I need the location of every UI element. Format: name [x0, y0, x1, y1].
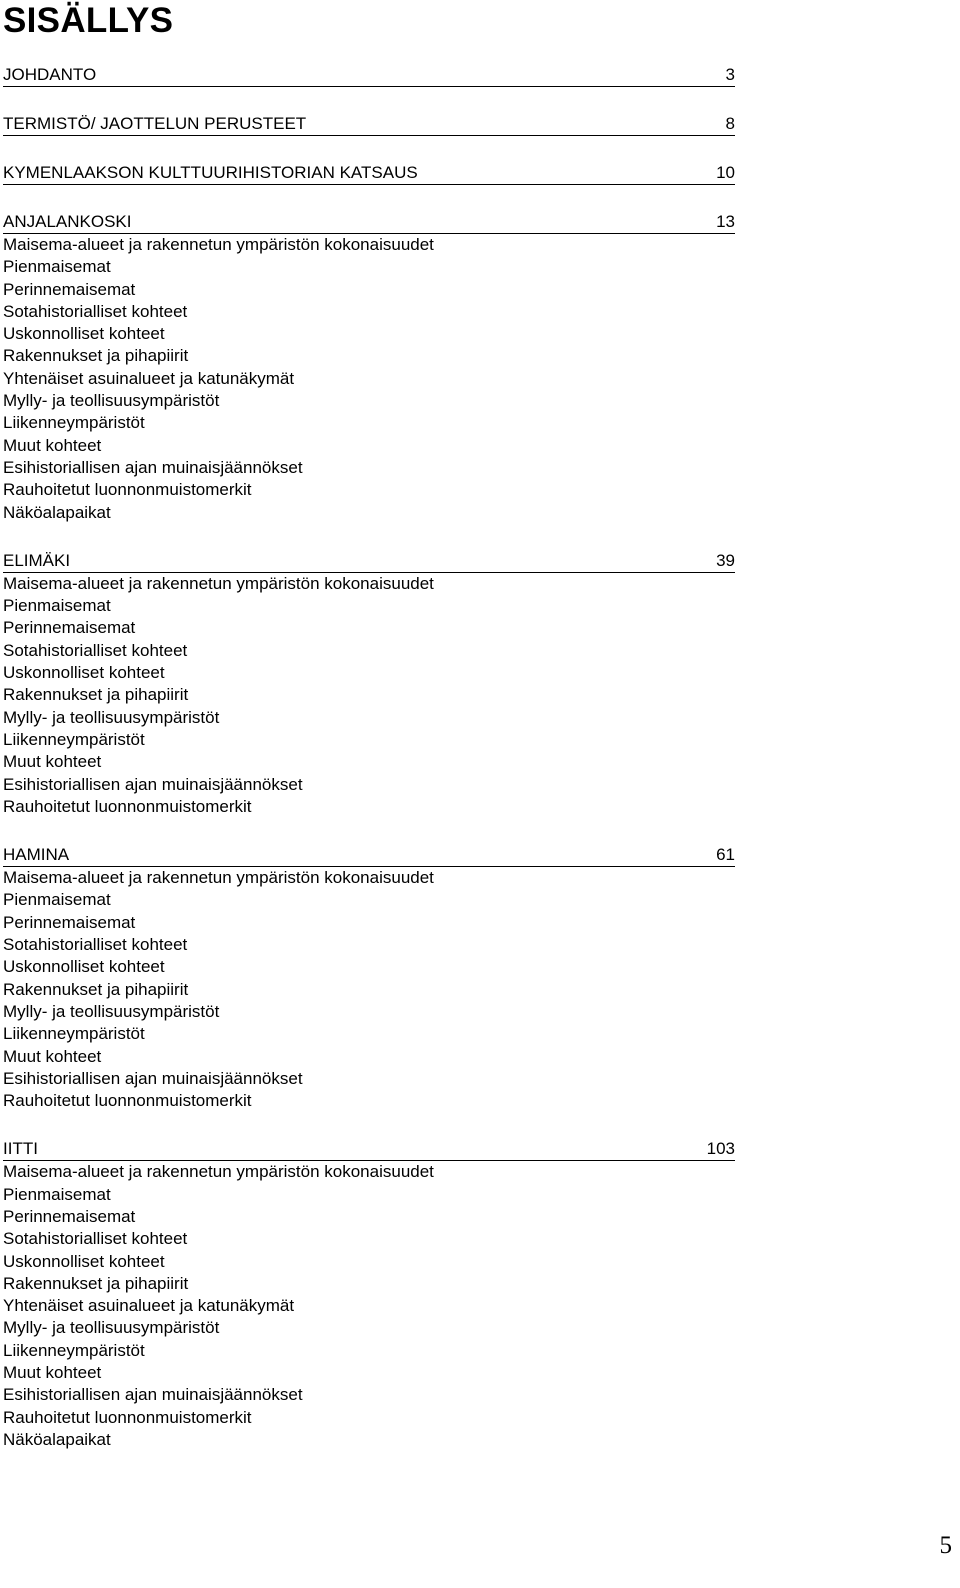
toc-entry-label: TERMISTÖ/ JAOTTELUN PERUSTEET [3, 114, 307, 133]
toc-sub-item: Maisema-alueet ja rakennetun ympäristön kokonaisuudet [3, 1162, 434, 1182]
toc-sub-item: Liikenneympäristöt [3, 729, 145, 749]
toc-section-label: ELIMÄKI [3, 550, 71, 570]
toc-sub-item: Muut kohteet [3, 435, 102, 455]
toc-sub-item: Esihistoriallisen ajan muinaisjäännökset [3, 1068, 303, 1088]
toc-section [3, 1138, 735, 1451]
toc-sub-item: Uskonnolliset kohteet [3, 1251, 165, 1271]
toc-section [3, 550, 735, 818]
toc-section-heading [3, 211, 735, 234]
toc-section-label: HAMINA [3, 845, 70, 865]
toc-sub-item: Perinnemaisemat [3, 1206, 136, 1226]
sections [3, 211, 735, 1451]
toc-sub-item: Perinnemaisemat [3, 279, 136, 299]
toc-section-heading [3, 1138, 735, 1161]
toc-sub-item: Näköalapaikat [3, 1429, 111, 1449]
toc-entry [3, 113, 735, 136]
toc-sub-item: Esihistoriallisen ajan muinaisjäännökset [3, 457, 303, 477]
toc-sub-item: Mylly- ja teollisuusympäristöt [3, 707, 220, 727]
toc-section-page: 39 [716, 550, 735, 570]
toc-sub-item: Yhtenäiset asuinalueet ja katunäkymät [3, 1296, 295, 1316]
toc-sub-item: Liikenneympäristöt [3, 1024, 145, 1044]
toc-sub-item: Sotahistorialliset kohteet [3, 935, 188, 955]
toc-sub-item: Sotahistorialliset kohteet [3, 301, 188, 321]
toc-entry-label: JOHDANTO [3, 65, 97, 84]
toc-sub-item: Näköalapaikat [3, 502, 111, 522]
page-title: SISÄLLYS [3, 1, 174, 40]
toc-sub-item: Muut kohteet [3, 1363, 102, 1383]
toc-section-page: 103 [706, 1139, 735, 1159]
toc-sub-item: Uskonnolliset kohteet [3, 957, 165, 977]
toc-sub-item: Uskonnolliset kohteet [3, 663, 165, 683]
toc-section-page: 61 [716, 845, 735, 865]
toc-entry-page: 10 [716, 163, 735, 182]
toc-sub-item: Liikenneympäristöt [3, 1340, 145, 1360]
toc-sub-item: Sotahistorialliset kohteet [3, 1229, 188, 1249]
toc-entry-label: KYMENLAAKSON KULTTUURIHISTORIAN KATSAUS [3, 163, 418, 182]
toc-section [3, 211, 735, 524]
toc-sub-item: Perinnemaisemat [3, 912, 136, 932]
toc-sub-item: Pienmaisemat [3, 1184, 111, 1204]
toc-sub-item: Maisema-alueet ja rakennetun ympäristön kokonaisuudet [3, 573, 434, 593]
simple-entries [3, 64, 735, 211]
toc-sub-item: Maisema-alueet ja rakennetun ympäristön kokonaisuudet [3, 868, 434, 888]
toc-sub-item: Maisema-alueet ja rakennetun ympäristön kokonaisuudet [3, 235, 434, 254]
toc-sub-item: Mylly- ja teollisuusympäristöt [3, 391, 220, 411]
toc-sub-item: Pienmaisemat [3, 596, 111, 616]
toc-sub-item: Esihistoriallisen ajan muinaisjäännökset [3, 774, 303, 794]
toc-sub-item: Rauhoitetut luonnonmuistomerkit [3, 1407, 252, 1427]
toc-sub-item: Yhtenäiset asuinalueet ja katunäkymät [3, 368, 295, 388]
toc-section-label: ANJALANKOSKI [3, 212, 132, 231]
toc-sub-item: Esihistoriallisen ajan muinaisjäännökset [3, 1385, 303, 1405]
toc-sub-item: Rakennukset ja pihapiirit [3, 346, 189, 366]
toc-sub-item: Mylly- ja teollisuusympäristöt [3, 1318, 220, 1338]
toc-sub-item: Rakennukset ja pihapiirit [3, 1273, 189, 1293]
toc-sub-item: Rauhoitetut luonnonmuistomerkit [3, 1091, 252, 1111]
toc-entry-page: 8 [725, 114, 735, 133]
toc-section-heading [3, 844, 735, 867]
toc-sub-item: Rauhoitetut luonnonmuistomerkit [3, 480, 252, 500]
toc-section-page: 13 [716, 212, 735, 231]
toc-sub-item: Rakennukset ja pihapiirit [3, 979, 189, 999]
toc-section-heading [3, 550, 735, 573]
toc-sub-item: Rauhoitetut luonnonmuistomerkit [3, 796, 252, 816]
toc-sub-item: Muut kohteet [3, 1046, 102, 1066]
toc-sub-item: Sotahistorialliset kohteet [3, 640, 188, 660]
toc-sub-item: Pienmaisemat [3, 890, 111, 910]
toc-sub-item: Rakennukset ja pihapiirit [3, 685, 189, 705]
toc-sub-item: Mylly- ja teollisuusympäristöt [3, 1001, 220, 1021]
toc-entry [3, 162, 735, 185]
table-of-contents [3, 64, 735, 1451]
toc-sub-item: Perinnemaisemat [3, 618, 136, 638]
toc-sub-item: Pienmaisemat [3, 257, 111, 277]
toc-section-label: IITTI [3, 1139, 38, 1159]
toc-sub-item: Muut kohteet [3, 752, 102, 772]
toc-section [3, 844, 735, 1112]
toc-entry [3, 64, 735, 87]
toc-sub-item: Uskonnolliset kohteet [3, 324, 165, 344]
toc-entry-page: 3 [725, 65, 735, 84]
toc-sub-item: Liikenneympäristöt [3, 413, 145, 433]
page-number: 5 [939, 1532, 952, 1559]
